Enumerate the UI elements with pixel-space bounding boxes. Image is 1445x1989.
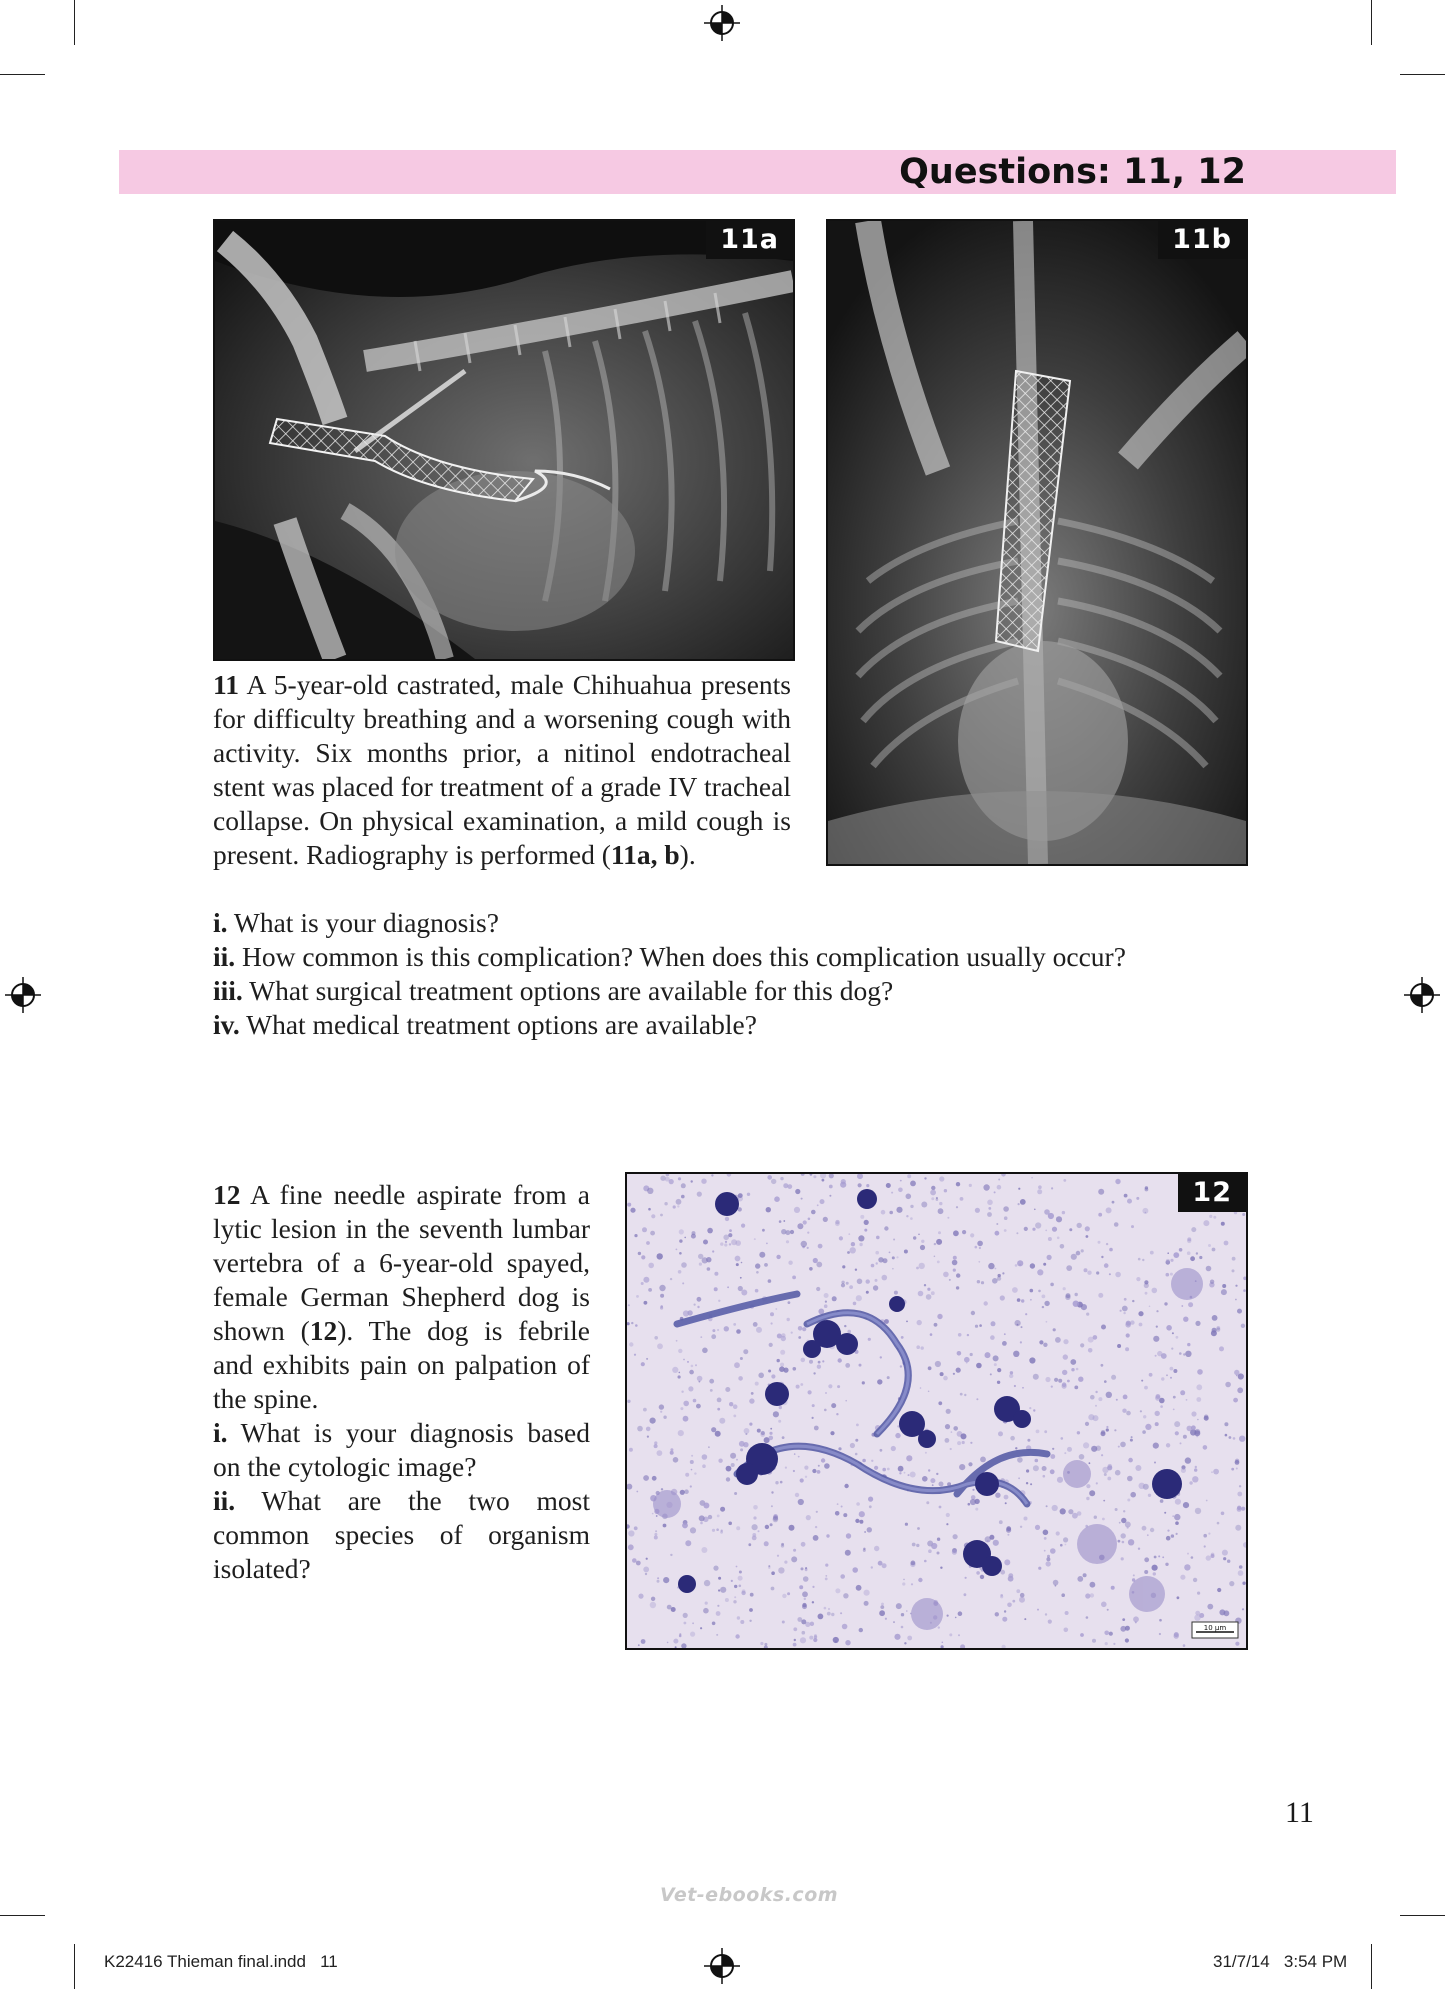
crop-mark	[74, 0, 75, 45]
figure-11b-radiograph	[826, 219, 1248, 866]
crop-mark	[0, 74, 45, 75]
scale-bar-label: 10 µm	[1203, 1624, 1227, 1632]
crop-mark	[74, 1944, 75, 1989]
figure-label: 12	[1178, 1174, 1246, 1212]
registration-mark-icon	[703, 4, 741, 42]
registration-mark-icon	[4, 976, 42, 1014]
crop-mark	[1400, 1915, 1445, 1916]
ventrodorsal-radiograph-image	[828, 221, 1246, 864]
registration-mark-icon	[1403, 976, 1441, 1014]
question-number: 12	[213, 1179, 241, 1210]
registration-mark-icon	[703, 1947, 741, 1985]
question-number: 11	[213, 669, 239, 700]
question-item: ii. What are the two most common species of organism isolated?	[213, 1485, 590, 1584]
question-item: i. What is your diagnosis based on the cytologic image?	[213, 1417, 590, 1482]
crop-mark	[1371, 0, 1372, 45]
crop-mark	[1400, 74, 1445, 75]
page-number: 11	[1285, 1796, 1314, 1829]
question-12-text: 12 A fine needle aspirate from a lytic lesion in the seventh lumbar vertebra of a 6-year-old spayed, female German Shepherd dog is shown (12). The dog is febrile and exhibits pain on palpation of the spine. i. What is your diagnosis based on the cytologic image? ii. What are the two most common species of organism isolated?	[213, 1179, 590, 1584]
footer-file-slug: K22416 Thieman final.indd 11	[104, 1952, 338, 1971]
question-item: i. What is your diagnosis?	[213, 907, 499, 938]
cytology-image	[627, 1174, 1246, 1648]
page-title: Questions: 11, 12	[899, 152, 1246, 192]
figure-reference: 12	[309, 1315, 338, 1346]
lateral-radiograph-image	[215, 221, 793, 659]
question-item: ii. How common is this complication? When does this complication usually occur?	[213, 941, 1126, 972]
question-11-items	[213, 906, 1253, 1042]
question-item: iii. What surgical treatment options are available for this dog?	[213, 975, 894, 1006]
question-item: iv. What medical treatment options are available?	[213, 1009, 757, 1040]
crop-mark	[1371, 1944, 1372, 1989]
figure-label: 11b	[1158, 221, 1246, 259]
footer-timestamp: 31/7/14 3:54 PM	[1213, 1952, 1348, 1971]
figure-12-cytology	[625, 1172, 1248, 1650]
crop-mark	[0, 1915, 45, 1916]
watermark: Vet-ebooks.com	[660, 1884, 839, 1906]
figure-11a-radiograph	[213, 219, 795, 661]
figure-label: 11a	[706, 221, 793, 259]
question-11-stem: 11 A 5-year-old castrated, male Chihuahua presents for difficulty breathing and a worsening cough with activity. Six months prior, a nitinol endotracheal stent was placed for treatment of a grade IV tracheal collapse. On physical examination, a mild cough is present. Radiography is performed (11a, b).	[213, 669, 791, 870]
figure-reference: 11a, b	[610, 839, 680, 870]
header-band	[119, 150, 1396, 194]
